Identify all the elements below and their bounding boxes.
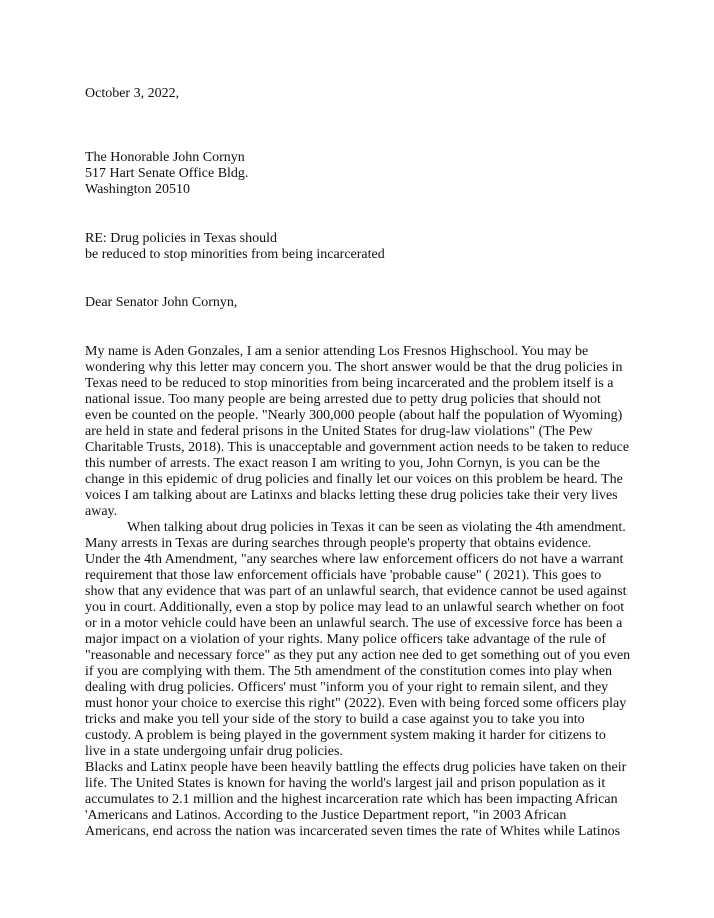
recipient-city: Washington 20510: [85, 182, 191, 197]
body-line: custody. A problem is being played in the government system making it harder for citizens to: [85, 728, 606, 743]
recipient-name: The Honorable John Cornyn: [85, 150, 245, 165]
body-line: if you are complying with them. The 5th amendment of the constitution comes into play when: [85, 664, 612, 679]
salutation: Dear Senator John Cornyn,: [85, 295, 238, 310]
body-line: national issue. Too many people are being arrested due to petty drug policies that should not: [85, 392, 601, 407]
body-line: this number of arrests. The exact reason I am writing to you, John Cornyn, is you can be the: [85, 456, 600, 471]
body-line: My name is Aden Gonzales, I am a senior attending Los Fresnos Highschool. You may be: [85, 344, 589, 359]
subject-line-1: RE: Drug policies in Texas should: [85, 231, 278, 246]
recipient-address: 517 Hart Senate Office Bldg.: [85, 166, 249, 181]
body-line: away.: [85, 504, 118, 519]
body-line: must honor your choice to exercise this right" (2022). Even with being forced some officers play: [85, 696, 627, 711]
body-line: 'Americans and Latinos. According to the Justice Department report, "in 2003 African: [85, 808, 567, 823]
body-line: even be counted on the people. "Nearly 300,000 people (about half the population of Wyoming): [85, 408, 623, 423]
body-line: you in court. Additionally, even a stop by police may lead to an unlawful search whether on foot: [85, 600, 625, 615]
body-line: Under the 4th Amendment, "any searches where law enforcement officers do not have a warrant: [85, 552, 624, 567]
body-line: are held in state and federal prisons in the United States for drug-law violations" (The Pew: [85, 424, 593, 439]
body-line: accumulates to 2.1 million and the highest incarceration rate which has been impacting African: [85, 792, 618, 807]
body-line: When talking about drug policies in Texas it can be seen as violating the 4th amendment.: [127, 520, 626, 535]
body-line: requirement that those law enforcement officials have 'probable cause" ( 2021). This goes to: [85, 568, 602, 583]
subject-line-2: be reduced to stop minorities from being incarcerated: [85, 247, 385, 262]
body-line: Americans, end across the nation was incarcerated seven times the rate of Whites while Latinos: [85, 824, 621, 839]
body-line: voices I am talking about are Latinxs and blacks letting these drug policies take their very lives: [85, 488, 618, 503]
body-line: change in this epidemic of drug policies and finally let our voices on this problem be heard. The: [85, 472, 623, 487]
body-line: Many arrests in Texas are during searches through people's property that obtains evidence.: [85, 536, 592, 551]
body-line: dealing with drug policies. Officers' must "inform you of your right to remain silent, and they: [85, 680, 609, 695]
body-line: or in a motor vehicle could have been an unlawful search. The use of excessive force has been a: [85, 616, 623, 631]
body-line: show that any evidence that was part of an unlawful search, that evidence cannot be used against: [85, 584, 627, 599]
body-line: Blacks and Latinx people have been heavily battling the effects drug policies have taken on their: [85, 760, 627, 775]
body-line: Charitable Trusts, 2018). This is unacceptable and government action needs to be taken to reduce: [85, 440, 630, 455]
body-line: life. The United States is known for having the world's largest jail and prison population as it: [85, 776, 606, 791]
body-line: major impact on a violation of your rights. Many police officers take advantage of the rule of: [85, 632, 607, 647]
body-line: "reasonable and necessary force" as they put any action nee ded to get something out of you even: [85, 648, 631, 663]
body-line: Texas need to be reduced to stop minorities from being incarcerated and the problem itself is a: [85, 376, 614, 391]
body-line: wondering why this letter may concern you. The short answer would be that the drug policies in: [85, 360, 623, 375]
body-line: tricks and make you tell your side of the story to build a case against you to take you into: [85, 712, 585, 727]
letter-date: October 3, 2022,: [85, 86, 180, 101]
body-line: live in a state undergoing unfair drug policies.: [85, 744, 343, 759]
